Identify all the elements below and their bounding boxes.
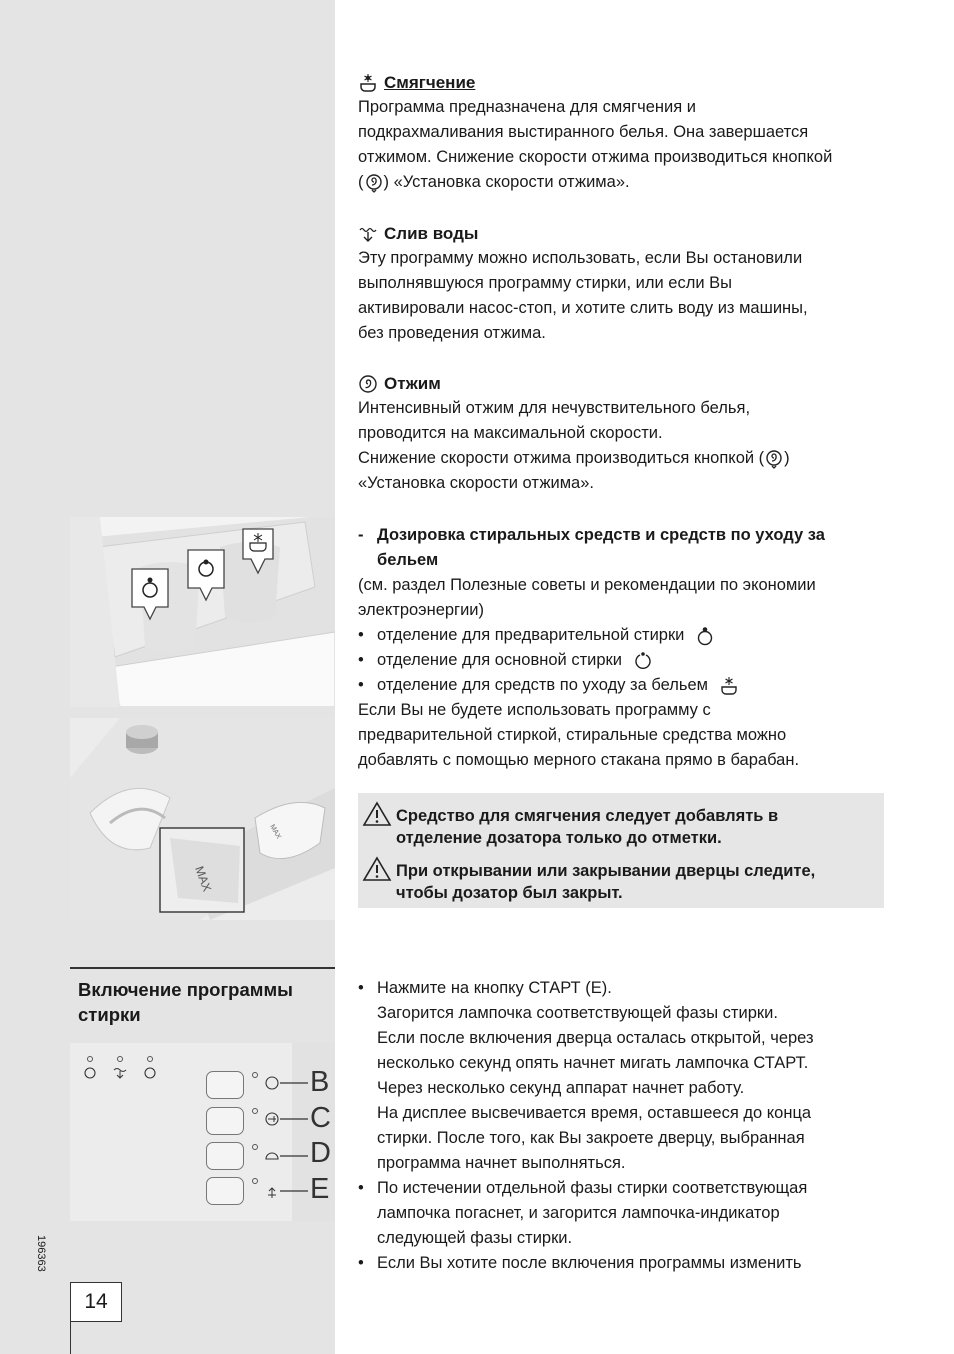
spin-speed-icon	[364, 173, 384, 193]
panel-letter-b: B	[310, 1066, 330, 1098]
dosing-bullet: • отделение для предварительной стирки	[358, 623, 888, 648]
spin-line: проводится на максимальной скорости.	[358, 424, 663, 442]
start-bullet: • По истечении отдельной фазы стирки соответствующая	[358, 1176, 888, 1201]
drain-icon	[358, 224, 378, 244]
drain-line: активировали насос-стоп, и хотите слить воду из машины,	[358, 299, 808, 317]
softener-icon	[719, 676, 739, 696]
dosing-heading: - Дозировка стиральных средств и средств по уходу за бельем	[358, 526, 825, 569]
warning-icon	[362, 856, 392, 882]
max-mark-label-small: MAX	[268, 823, 282, 841]
start-bullet: • Если Вы хотите после включения программы изменить	[358, 1251, 888, 1276]
dosing-intro: электроэнергии)	[358, 601, 485, 619]
panel-letter-c: C	[310, 1102, 331, 1134]
spin-icon	[358, 374, 378, 394]
page-number: 14	[70, 1282, 122, 1322]
dispenser-closeup-photo	[70, 718, 335, 920]
panel-indicators	[70, 1043, 335, 1221]
warning-box	[358, 793, 884, 908]
start-bullet: • Нажмите на кнопку СТАРТ (E).	[358, 976, 888, 1001]
prewash-icon	[695, 626, 715, 646]
page-number-rule	[70, 1320, 71, 1354]
warning-item: Средство для смягчения следует добавлять в отделение дозатора только до отметки.	[362, 805, 872, 849]
section-drain	[358, 221, 888, 346]
section-start-text: • Нажмите на кнопку СТАРТ (E). Загорится лампочка соответствующей фазы стирки. Если после включения дверца осталась открытой, через несколько секунд опять начнет мигать лампочка СТАРТ. Через несколько секунд аппарат начнет работу. На дисплее высвечивается время, оставшееся до конца стирки. После того, как Вы закроете дверцу, выбранная программа начнет выполняться. • По истечении отдельной фазы стирки соответствующая лампочка погаснет, и загорится лампочка-индикатор следующей фазы стирки. • Если Вы хотите после включения программы изменить	[358, 976, 888, 1276]
section-dosing	[358, 523, 888, 773]
dosing-after: предварительной стиркой, стиральные средства можно	[358, 726, 787, 744]
softening-line: Программа предназначена для смягчения и	[358, 98, 696, 116]
dosing-intro: (см. раздел Полезные советы и рекомендации по экономии	[358, 576, 816, 594]
warning-item: При открывании или закрывании дверцы следите, чтобы дозатор был закрыт.	[362, 860, 872, 904]
dosing-after: добавлять с помощью мерного стакана прямо в барабан.	[358, 751, 800, 769]
dispenser-illustration	[70, 718, 335, 920]
spin-speed-icon	[764, 449, 784, 469]
max-mark-label: MAX	[192, 864, 215, 894]
drain-title: Слив воды	[384, 224, 479, 243]
warning-icon	[362, 801, 392, 827]
dosing-after: Если Вы не будете использовать программу с	[358, 701, 711, 719]
section-spin	[358, 371, 888, 496]
start-section-title: Включение программы стирки	[70, 967, 335, 1027]
main-wash-icon	[633, 651, 653, 671]
softening-line: отжимом. Снижение скорости отжима производиться кнопкой	[358, 148, 833, 166]
drawer-illustration	[70, 517, 335, 707]
panel-letter-e: E	[310, 1173, 330, 1205]
spin-line: Интенсивный отжим для нечувствительного белья,	[358, 399, 751, 417]
spin-line: «Установка скорости отжима».	[358, 474, 594, 492]
softening-title: Смягчение	[384, 73, 476, 92]
drain-heading	[358, 221, 888, 246]
spin-heading	[358, 371, 888, 396]
panel-letter-d: D	[310, 1137, 331, 1169]
dosing-bullet: • отделение для средств по уходу за бельем	[358, 673, 888, 698]
softening-line: подкрахмаливания выстиранного белья. Она завершается	[358, 123, 809, 141]
dosing-bullet: • отделение для основной стирки	[358, 648, 888, 673]
section-softening	[358, 70, 888, 195]
document-code: 196363	[35, 1235, 47, 1272]
drain-line: выполнявшуюся программу стирки, или если Вы	[358, 274, 732, 292]
softener-icon	[358, 73, 378, 93]
detergent-drawer-photo	[70, 517, 335, 707]
drain-line: без проведения отжима.	[358, 324, 546, 342]
softening-heading	[358, 70, 888, 95]
softening-line: ( ) «Установка скорости отжима».	[358, 173, 630, 191]
drain-line: Эту программу можно использовать, если Вы остановили	[358, 249, 803, 267]
control-panel-illustration	[70, 1043, 335, 1221]
spin-title: Отжим	[384, 374, 441, 393]
spin-line: Снижение скорости отжима производиться кнопкой ( )	[358, 449, 790, 467]
